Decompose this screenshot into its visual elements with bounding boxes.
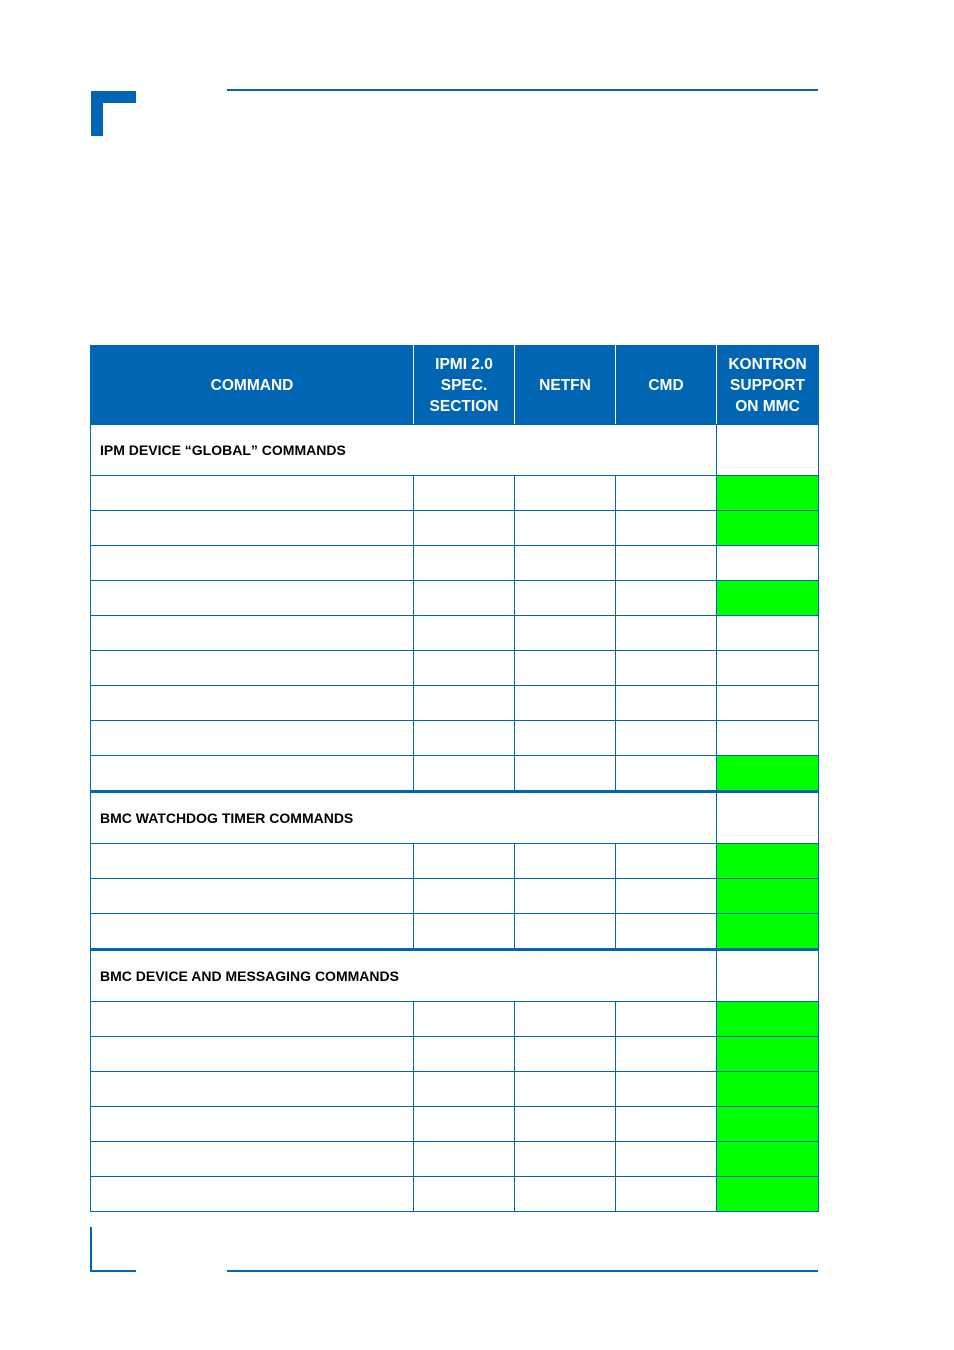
- netfn-cell: [515, 1002, 616, 1037]
- footer-rule: [227, 1270, 818, 1272]
- table-header-row: [91, 346, 819, 425]
- cmd-cell: [616, 1177, 717, 1212]
- netfn-cell: [515, 686, 616, 721]
- command-cell: [91, 686, 414, 721]
- support-cell-unsupported: [717, 616, 819, 651]
- header-rule: [227, 89, 818, 91]
- section-row-bmc-watchdog: [91, 792, 819, 844]
- support-cell-supported: [717, 1177, 819, 1212]
- table-row: [91, 844, 819, 879]
- table-row: [91, 1142, 819, 1177]
- ipmi-section-cell: [414, 686, 515, 721]
- header-command: COMMAND: [91, 346, 414, 425]
- ipmi-section-cell: [414, 1037, 515, 1072]
- cmd-cell: [616, 721, 717, 756]
- support-cell-supported: [717, 914, 819, 950]
- section-row-bmc-device-messaging: [91, 950, 819, 1002]
- table-row: [91, 476, 819, 511]
- support-cell-supported: [717, 879, 819, 914]
- command-cell: [91, 616, 414, 651]
- support-cell-unsupported: [717, 721, 819, 756]
- table-row: [91, 1037, 819, 1072]
- netfn-cell: [515, 651, 616, 686]
- table-row: [91, 1107, 819, 1142]
- cmd-cell: [616, 879, 717, 914]
- cmd-cell: [616, 616, 717, 651]
- table-row: [91, 616, 819, 651]
- cmd-cell: [616, 686, 717, 721]
- support-cell-supported: [717, 1002, 819, 1037]
- table-row: [91, 546, 819, 581]
- command-cell: [91, 476, 414, 511]
- netfn-cell: [515, 616, 616, 651]
- command-cell: [91, 511, 414, 546]
- netfn-cell: [515, 546, 616, 581]
- netfn-cell: [515, 844, 616, 879]
- command-cell: [91, 914, 414, 950]
- command-cell: [91, 844, 414, 879]
- ipmi-section-cell: [414, 879, 515, 914]
- command-cell: [91, 1037, 414, 1072]
- section-title: BMC WATCHDOG TIMER COMMANDS: [91, 792, 717, 844]
- ipmi-section-cell: [414, 1177, 515, 1212]
- header-kontron-support: KONTRON SUPPORT ON MMC: [717, 346, 819, 425]
- cmd-cell: [616, 546, 717, 581]
- support-cell-supported: [717, 1072, 819, 1107]
- table-row: [91, 1072, 819, 1107]
- table-row: [91, 1002, 819, 1037]
- table-row: [91, 879, 819, 914]
- netfn-cell: [515, 1142, 616, 1177]
- ipmi-section-cell: [414, 756, 515, 792]
- command-cell: [91, 721, 414, 756]
- command-cell: [91, 879, 414, 914]
- netfn-cell: [515, 581, 616, 616]
- table-row: [91, 651, 819, 686]
- section-support-cell: [717, 950, 819, 1002]
- section-title: BMC DEVICE AND MESSAGING COMMANDS: [91, 950, 717, 1002]
- ipmi-section-cell: [414, 651, 515, 686]
- netfn-cell: [515, 721, 616, 756]
- netfn-cell: [515, 1037, 616, 1072]
- cmd-cell: [616, 476, 717, 511]
- ipmi-command-table: [90, 345, 819, 1212]
- section-support-cell: [717, 425, 819, 476]
- command-cell: [91, 1002, 414, 1037]
- support-cell-supported: [717, 476, 819, 511]
- cmd-cell: [616, 581, 717, 616]
- table-row: [91, 721, 819, 756]
- ipmi-section-cell: [414, 476, 515, 511]
- section-support-cell: [717, 792, 819, 844]
- ipmi-section-cell: [414, 1142, 515, 1177]
- table-row: [91, 511, 819, 546]
- cmd-cell: [616, 1037, 717, 1072]
- command-cell: [91, 756, 414, 792]
- netfn-cell: [515, 511, 616, 546]
- support-cell-unsupported: [717, 651, 819, 686]
- header-netfn: NETFN: [515, 346, 616, 425]
- ipmi-section-cell: [414, 1107, 515, 1142]
- table-row: [91, 914, 819, 950]
- support-cell-unsupported: [717, 546, 819, 581]
- netfn-cell: [515, 914, 616, 950]
- netfn-cell: [515, 879, 616, 914]
- table-row: [91, 756, 819, 792]
- ipmi-section-cell: [414, 721, 515, 756]
- ipmi-section-cell: [414, 546, 515, 581]
- netfn-cell: [515, 1072, 616, 1107]
- cmd-cell: [616, 1002, 717, 1037]
- cmd-cell: [616, 511, 717, 546]
- header-ipmi-section: IPMI 2.0 SPEC. SECTION: [414, 346, 515, 425]
- support-cell-supported: [717, 581, 819, 616]
- command-cell: [91, 581, 414, 616]
- support-cell-unsupported: [717, 686, 819, 721]
- command-cell: [91, 1107, 414, 1142]
- command-cell: [91, 546, 414, 581]
- command-cell: [91, 1177, 414, 1212]
- cmd-cell: [616, 756, 717, 792]
- cmd-cell: [616, 1072, 717, 1107]
- ipmi-section-cell: [414, 511, 515, 546]
- section-title: IPM DEVICE “GLOBAL” COMMANDS: [91, 425, 717, 476]
- netfn-cell: [515, 1177, 616, 1212]
- cmd-cell: [616, 844, 717, 879]
- support-cell-supported: [717, 756, 819, 792]
- command-cell: [91, 1072, 414, 1107]
- corner-mark-bottom: [90, 1227, 136, 1272]
- support-cell-supported: [717, 1037, 819, 1072]
- netfn-cell: [515, 1107, 616, 1142]
- header-cmd: CMD: [616, 346, 717, 425]
- table-row: [91, 1177, 819, 1212]
- ipmi-section-cell: [414, 581, 515, 616]
- cmd-cell: [616, 1107, 717, 1142]
- ipmi-section-cell: [414, 616, 515, 651]
- ipmi-section-cell: [414, 844, 515, 879]
- cmd-cell: [616, 651, 717, 686]
- cmd-cell: [616, 1142, 717, 1177]
- netfn-cell: [515, 476, 616, 511]
- support-cell-supported: [717, 511, 819, 546]
- ipmi-section-cell: [414, 1002, 515, 1037]
- support-cell-supported: [717, 1107, 819, 1142]
- section-row-ipm-global: [91, 425, 819, 476]
- table-row: [91, 581, 819, 616]
- netfn-cell: [515, 756, 616, 792]
- table-row: [91, 686, 819, 721]
- command-cell: [91, 1142, 414, 1177]
- support-cell-supported: [717, 1142, 819, 1177]
- cmd-cell: [616, 914, 717, 950]
- command-cell: [91, 651, 414, 686]
- ipmi-section-cell: [414, 1072, 515, 1107]
- support-cell-supported: [717, 844, 819, 879]
- corner-mark-top: [91, 91, 136, 136]
- ipmi-section-cell: [414, 914, 515, 950]
